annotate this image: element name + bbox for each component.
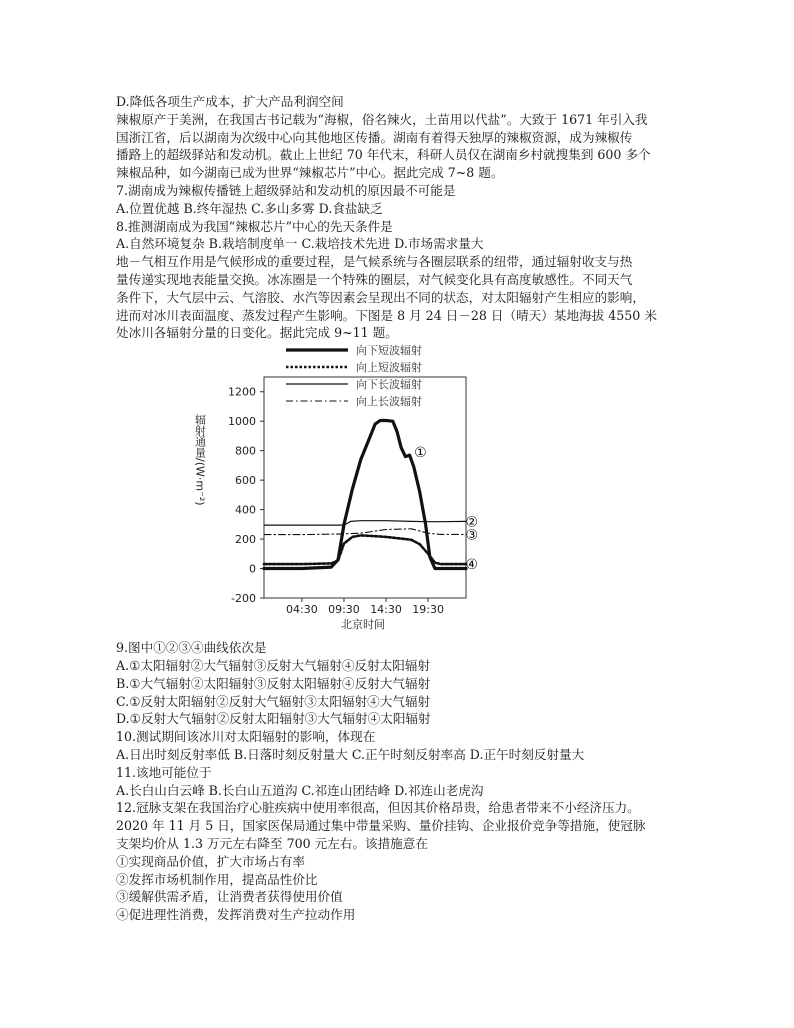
y-tick-label: 0 bbox=[249, 562, 256, 576]
question-9-option-d: D.①反射大气辐射②反射太阳辐射③大气辐射④太阳辐射 bbox=[116, 711, 431, 727]
y-tick-label: 1000 bbox=[228, 415, 256, 429]
question-11: 11.该地可能位于 bbox=[116, 764, 212, 780]
x-tick-label: 04:30 bbox=[286, 603, 318, 617]
question-9-option-c: C.①反射太阳辐射②反射大气辐射③太阳辐射④大气辐射 bbox=[116, 693, 431, 709]
y-tick-label: 200 bbox=[235, 533, 256, 547]
x-tick-label: 19:30 bbox=[412, 603, 444, 617]
text-line: 条件下，大气层中云、气溶胶、水汽等因素会呈现出不同的状态，对太阳辐射产生相应的影响， bbox=[116, 289, 645, 305]
legend-item: 向下长波辐射 bbox=[356, 378, 422, 392]
y-tick-label: 1200 bbox=[228, 385, 256, 399]
question-7: 7.湖南成为辣椒传播链上超级驿站和发动机的原因最不可能是 bbox=[116, 182, 456, 198]
text-block-bottom bbox=[116, 639, 686, 924]
legend-item: 向下短波辐射 bbox=[356, 344, 422, 358]
question-11-options: A.长白山白云峰 B.长白山五道沟 C.祁连山团结峰 D.祁连山老虎沟 bbox=[116, 782, 484, 798]
document-page bbox=[116, 93, 686, 924]
curve-label: ① bbox=[414, 445, 427, 462]
legend-item: 向上短波辐射 bbox=[356, 361, 422, 375]
curve-label: ② bbox=[465, 514, 478, 531]
question-8-options: A.自然环境复杂 B.栽培制度单一 C.栽培技术先进 D.市场需求量大 bbox=[116, 236, 484, 252]
question-12-item-3: ③缓解供需矛盾，让消费者获得使用价值 bbox=[116, 889, 343, 905]
chart-series bbox=[264, 421, 466, 569]
text-line: 辣椒原产于美洲，在我国古书记载为“海椒，俗名辣火，土苗用以代盐”。大致于 1671 年引入我 bbox=[116, 111, 648, 127]
series-line bbox=[264, 536, 466, 565]
radiation-chart bbox=[178, 344, 478, 639]
curve-label: ③ bbox=[465, 527, 478, 544]
y-axis-label: 辐射通量/(W·m⁻²) bbox=[193, 414, 207, 506]
question-12-item-4: ④促进理性消费，发挥消费对生产拉动作用 bbox=[116, 907, 356, 923]
series-line bbox=[264, 529, 466, 535]
question-10: 10.测试期间该冰川对太阳辐射的影响，体现在 bbox=[116, 729, 376, 745]
text-line: 辣椒品种，如今湖南已成为世界“辣椒芯片”中心。据此完成 7~8 题。 bbox=[116, 165, 504, 181]
text-line: D.降低各项生产成本，扩大产品利润空间 bbox=[116, 94, 344, 109]
y-tick-label: -200 bbox=[231, 592, 256, 606]
text-line: 支架均价从 1.3 万元左右降至 700 元左右。该措施意在 bbox=[116, 835, 428, 851]
text-line: 国浙江省，后以湖南为次级中心向其他地区传播。湖南有着得天独厚的辣椒资源，成为辣椒传 bbox=[116, 129, 633, 145]
series-line bbox=[264, 521, 466, 525]
question-9: 9.图中①②③④曲线依次是 bbox=[116, 640, 267, 656]
chart-axes bbox=[194, 377, 467, 631]
curve-label: ④ bbox=[465, 557, 478, 574]
question-12-item-2: ②发挥市场机制作用，提高品性价比 bbox=[116, 871, 318, 887]
legend-item: 向上长波辐射 bbox=[356, 395, 422, 409]
text-line: 量传递实现地表能量交换。冰冻圈是一个特殊的圈层，对气候变化具有高度敏感性。不同天气 bbox=[116, 271, 633, 287]
text-line: 地－气相互作用是气候形成的重要过程，是气候系统与各圈层联系的纽带，通过辐射收支与热 bbox=[116, 254, 633, 270]
y-tick-label: 600 bbox=[235, 474, 256, 488]
radiation-chart-svg bbox=[178, 344, 478, 639]
question-9-option-b: B.①大气辐射②太阳辐射③反射太阳辐射④反射大气辐射 bbox=[116, 675, 431, 691]
question-12: 12.冠脉支架在我国治疗心脏疾病中使用率很高，但因其价格昂贵，给患者带来不小经济压力。 bbox=[116, 800, 640, 816]
y-tick-label: 800 bbox=[235, 444, 256, 458]
question-10-options: A.日出时刻反射率低 B.日落时刻反射量大 C.正午时刻反射率高 D.正午时刻反射量大 bbox=[116, 746, 585, 762]
chart-legend bbox=[286, 344, 422, 408]
text-line: 2020 年 11 月 5 日，国家医保局通过集中带量采购、量价挂钩、企业报价竞争等措施，使冠脉 bbox=[116, 818, 646, 834]
x-tick-label: 09:30 bbox=[328, 603, 360, 617]
question-12-item-1: ①实现商品价值，扩大市场占有率 bbox=[116, 853, 305, 869]
x-axis-label: 北京时间 bbox=[341, 618, 385, 632]
text-line: 进而对冰川表面温度、蒸发过程产生影响。下图是 8 月 24 日－28 日（晴天）某地海拔 4550 米 bbox=[116, 307, 657, 323]
text-block-top bbox=[116, 93, 686, 342]
x-tick-label: 14:30 bbox=[370, 603, 402, 617]
question-8: 8.推测湖南成为我国“辣椒芯片”中心的先天条件是 bbox=[116, 218, 393, 234]
series-line bbox=[264, 421, 466, 569]
question-9-option-a: A.①太阳辐射②大气辐射③反射大气辐射④反射太阳辐射 bbox=[116, 657, 431, 673]
text-line: 处冰川各辐射分量的日变化。据此完成 9~11 题。 bbox=[116, 325, 398, 341]
y-tick-label: 400 bbox=[235, 503, 256, 517]
text-line: 播路上的超级驿站和发动机。截止上世纪 70 年代末，科研人员仅在湖南乡村就搜集到 600 多个 bbox=[116, 147, 651, 163]
question-7-options: A.位置优越 B.终年湿热 C.多山多雾 D.食盐缺乏 bbox=[116, 200, 383, 216]
